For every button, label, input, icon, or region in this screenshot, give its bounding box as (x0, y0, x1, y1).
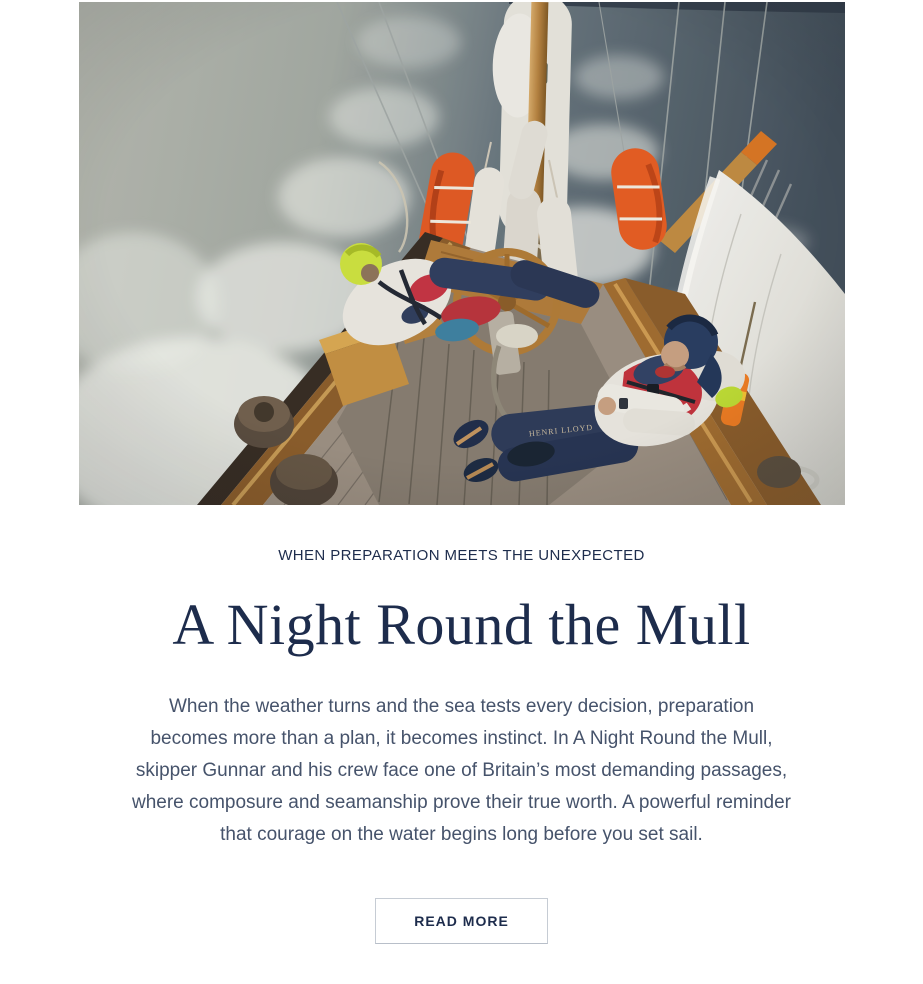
hero-image[interactable] (79, 2, 845, 505)
hero-illustration (79, 2, 845, 505)
article-title: A Night Round the Mull (172, 592, 751, 657)
read-more-button[interactable]: READ MORE (375, 898, 548, 944)
eyebrow-text: WHEN PREPARATION MEETS THE UNEXPECTED (278, 547, 645, 564)
photo-vignette (79, 2, 845, 505)
article-section (79, 505, 845, 984)
article-description: When the weather turns and the sea tests every decision, preparation becomes more than a plan, it becomes instinct. In A Night Round the Mull, skipper Gunnar and his crew face one of Britain’s most demanding passages, where composure and seamanship prove their true worth. A powerful reminder that courage on the water begins long before you set sail. (131, 695, 791, 845)
